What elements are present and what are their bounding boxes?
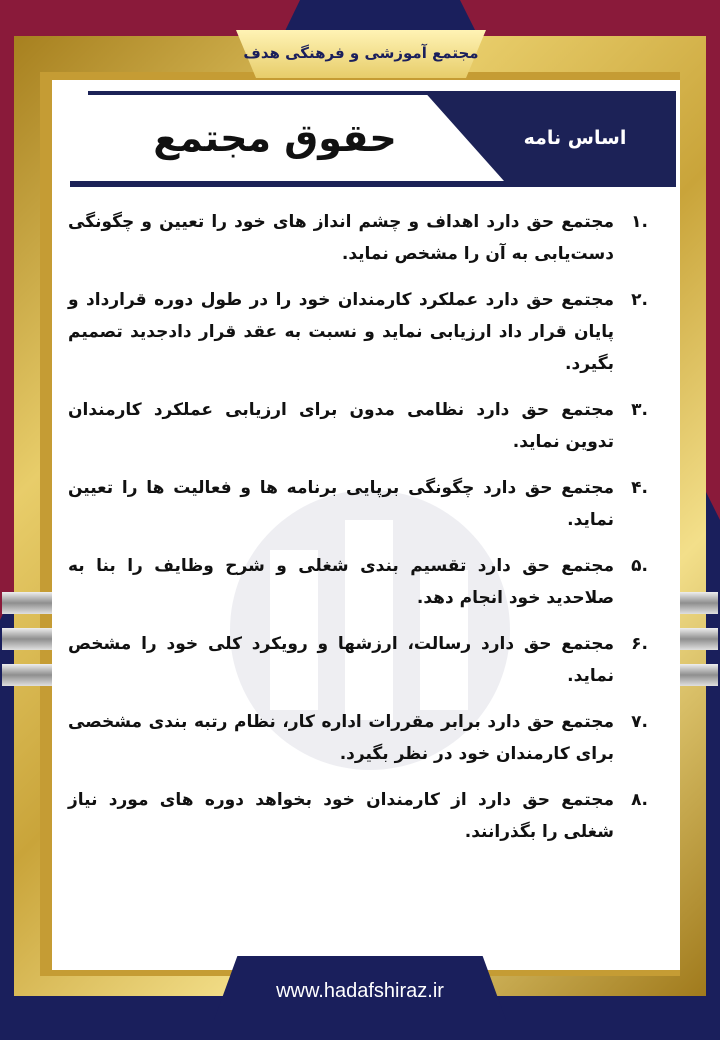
silver-stripe bbox=[2, 628, 54, 650]
item-text: مجتمع حق دارد تقسیم بندی شغلی و شرح وظایف را بنا به صلاحدید خود انجام دهد. bbox=[68, 556, 614, 608]
list-item bbox=[68, 394, 648, 458]
item-text: مجتمع حق دارد رسالت، ارزشها و رویکرد کلی خود را مشخص نماید. bbox=[68, 634, 614, 686]
silver-stripe bbox=[2, 664, 54, 686]
section-label: اساس نامه bbox=[523, 127, 627, 149]
list-item bbox=[68, 550, 648, 614]
item-number: .۳ bbox=[631, 400, 648, 420]
item-text: مجتمع حق دارد اهداف و چشم انداز های خود را تعیین و چگونگی دست‌یابی به آن را مشخص نماید. bbox=[68, 212, 614, 264]
item-number: .۲ bbox=[631, 290, 648, 310]
item-text: مجتمع حق دارد چگونگی برپایی برنامه ها و فعالیت ها را تعیین نماید. bbox=[68, 478, 614, 530]
page-title: حقوق مجتمع bbox=[153, 116, 397, 160]
list-item bbox=[68, 706, 648, 770]
item-number: .۵ bbox=[631, 556, 648, 576]
title-notch bbox=[70, 91, 88, 181]
rights-list bbox=[68, 206, 648, 862]
list-item bbox=[68, 628, 648, 692]
item-number: .۱ bbox=[631, 212, 648, 232]
item-text: مجتمع حق دارد عملکرد کارمندان خود را در طول دوره قرارداد و پایان قرار داد ارزیابی نماید و نسبت به عقد قرار دادجدید تصمیم بگیرد. bbox=[68, 290, 614, 374]
list-item bbox=[68, 472, 648, 536]
silver-stripe bbox=[2, 592, 54, 614]
organization-name: مجتمع آموزشی و فرهنگی هدف bbox=[243, 44, 479, 62]
website-link[interactable]: www.hadafshiraz.ir bbox=[276, 980, 444, 1002]
list-item bbox=[68, 784, 648, 848]
list-item bbox=[68, 284, 648, 380]
item-number: .۴ bbox=[631, 478, 648, 498]
item-text: مجتمع حق دارد نظامی مدون برای ارزیابی عملکرد کارمندان تدوین نماید. bbox=[68, 400, 614, 452]
item-text: مجتمع حق دارد برابر مقررات اداره کار، نظام رتبه بندی مشخصی برای کارمندان خود در نظر بگیرد. bbox=[68, 712, 614, 764]
item-number: .۷ bbox=[631, 712, 648, 732]
list-item bbox=[68, 206, 648, 270]
item-number: .۶ bbox=[631, 634, 648, 654]
item-number: .۸ bbox=[631, 790, 648, 810]
item-text: مجتمع حق دارد از کارمندان خود بخواهد دوره های مورد نیاز شغلی را بگذرانند. bbox=[68, 790, 614, 842]
